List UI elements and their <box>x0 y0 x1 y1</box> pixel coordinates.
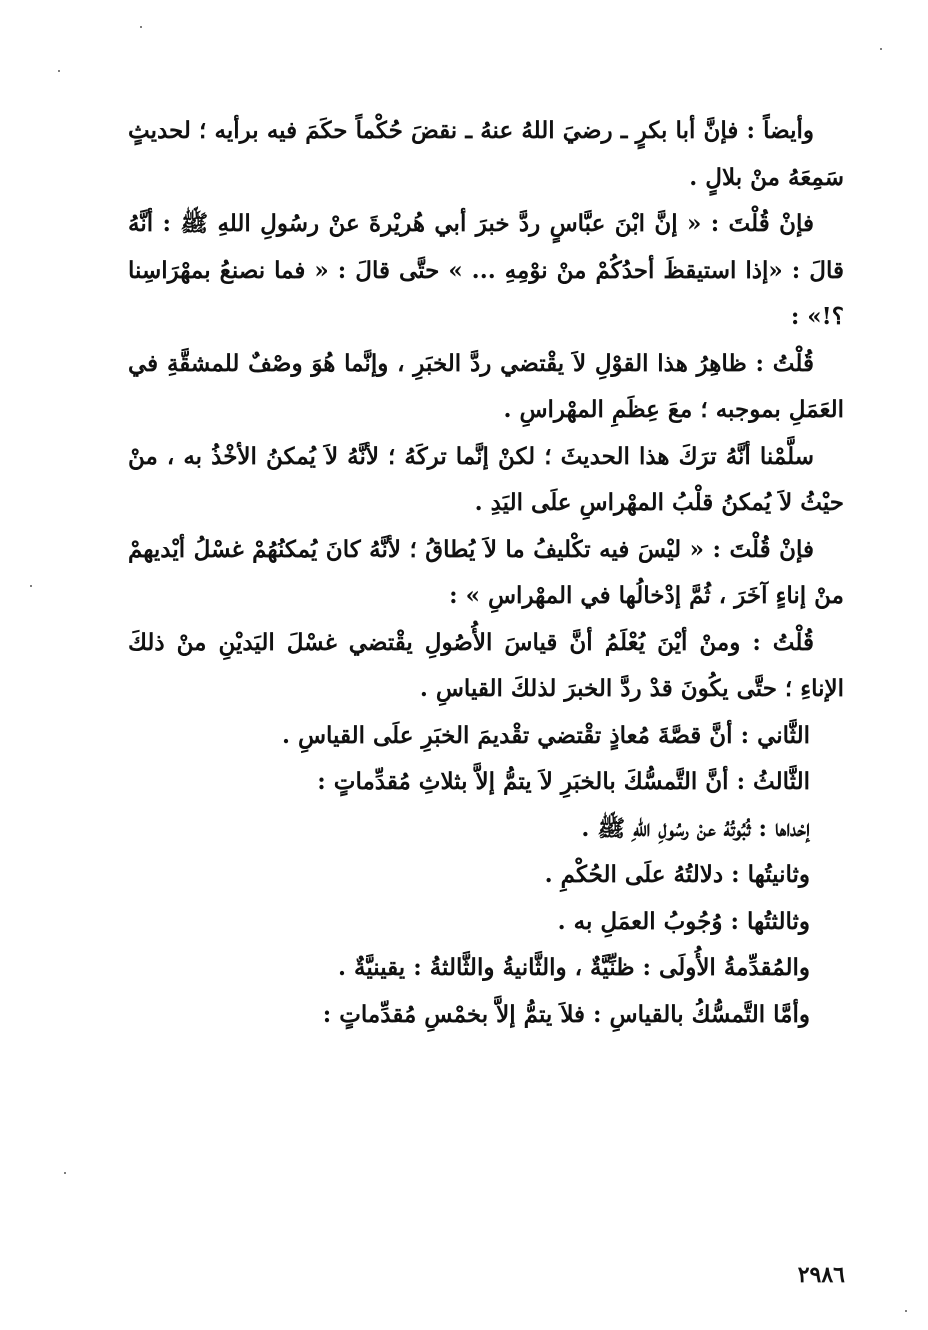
list-item: وثالثتُها : وُجُوبُ العمَلِ به . <box>557 907 810 935</box>
paragraph: وأيضاً : فإنَّ أبا بكرٍ ـ رضيَ اللهُ عنهُ ـ نقضَ حُكْماً حكَمَ فيه برأيه ؛ لحديثٍ سَمِعَهُ منْ بلالٍ . <box>128 117 844 191</box>
paragraph: فإنْ قُلْتَ : « إنَّ ابْنَ عبَّاسٍ ردَّ خبرَ أبي هُريْرةَ عنْ رسُولِ اللهِ ﷺ : أنَّهُ قالَ : «إذا استيقظَ أحدُكُمْ منْ نوْمِهِ ... » حتَّى قالَ : « فما نصنعُ بمهْرَاسِنا ؟!» : <box>128 210 844 330</box>
list-item: الثَّاني : أنَّ قصَّةَ مُعاذٍ تقْتضي تقْديمَ الخبَرِ علَى القياسِ . <box>281 721 810 749</box>
paragraph: سلَّمْنا أنَّهُ ترَكَ هذا الحديثَ ؛ لكنْ إنَّما تركَهُ ؛ لأنَّهُ لاَ يُمكنُ الأخْذُ به ، منْ حيْثُ لاَ يُمكنُ قلْبُ المهْراسِ علَى اليَدِ . <box>128 442 844 516</box>
page-number: ٢٩٨٦ <box>797 1262 845 1288</box>
list-item: وأمَّا التَّمسُّكُ بالقياسِ : فلاَ يتمُّ إلاَّ بخمْسِ مُقدِّماتٍ : <box>322 1000 810 1028</box>
list-item: إحْداها : ثُبُوتُهُ عنْ رسُولِ اللهِ ﷺ . <box>581 814 810 842</box>
list-item: والمُقدِّمةُ الأُولَى : ظنِّيَّةٌ ، والثَّانيةُ والثَّالثةُ : يقينيَّةٌ . <box>338 954 810 981</box>
scan-speck <box>880 48 882 50</box>
scan-speck <box>64 1172 66 1174</box>
list-item: وثانيتُها : دلالتُهُ علَى الحُكْمِ . <box>544 861 810 888</box>
body-text <box>128 108 844 1038</box>
paragraph: قُلْتُ : ظاهِرُ هذا القوْلِ لاَ يقْتضي ردَّ الخبَرِ ، وإنَّما هُوَ وصْفٌ للمشقَّةِ في العَمَلِ بموجبه ؛ معَ عِظَمِ المهْراسِ . <box>128 349 844 423</box>
list-item: الثَّالثُ : أنَّ التَّمسُّكَ بالخبَرِ لاَ يتمُّ إلاَّ بثلاثِ مُقدِّماتٍ : <box>317 768 810 795</box>
scan-speck <box>58 70 60 72</box>
scan-speck <box>905 1310 907 1312</box>
scan-speck <box>140 26 142 28</box>
paragraph: فإنْ قُلْتَ : « ليْسَ فيه تكْليفُ ما لاَ يُطاقُ ؛ لأنَّهُ كانَ يُمكنُهُمْ غسْلُ أيْديهمْ منْ إناءٍ آخَرَ ، ثُمَّ إدْخالُها في المهْراسِ » : <box>128 535 844 609</box>
scan-speck <box>30 585 32 587</box>
paragraph: قُلْتُ : ومنْ أيْنَ يُعْلَمُ أنَّ قياسَ الأُصُولِ يقْتضي غسْلَ اليَديْنِ منْ ذلكَ الإناءِ ؛ حتَّى يكُونَ قدْ ردَّ الخبرَ لذلكَ القياسِ . <box>128 628 844 702</box>
